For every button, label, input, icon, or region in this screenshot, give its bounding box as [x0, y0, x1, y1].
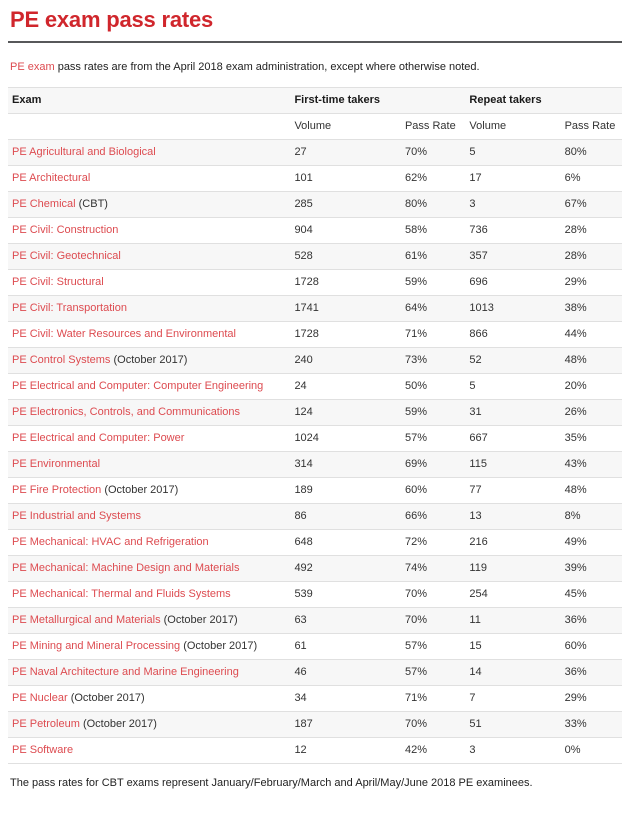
first-time-volume-cell: 101	[290, 166, 401, 192]
table-row	[8, 530, 622, 556]
repeat-pass-rate-cell: 26%	[561, 400, 622, 426]
first-time-volume-cell: 24	[290, 374, 401, 400]
footnote-text: The pass rates for CBT exams represent January/February/March and April/May/June 2018 PE examinees.	[10, 777, 533, 789]
first-time-volume-cell: 492	[290, 556, 401, 582]
repeat-volume-cell: 7	[465, 686, 560, 712]
exam-link[interactable]: PE Electrical and Computer: Power	[12, 432, 185, 444]
exam-link[interactable]: PE Nuclear	[12, 692, 68, 704]
repeat-pass-rate-cell: 38%	[561, 296, 622, 322]
repeat-pass-rate-cell: 36%	[561, 608, 622, 634]
repeat-volume-cell: 254	[465, 582, 560, 608]
first-time-volume-cell: 1728	[290, 270, 401, 296]
first-time-pass-rate-cell: 57%	[401, 660, 465, 686]
repeat-volume-cell: 15	[465, 634, 560, 660]
exam-cell	[8, 556, 290, 582]
repeat-volume-cell: 5	[465, 374, 560, 400]
first-time-volume-cell: 528	[290, 244, 401, 270]
exam-link[interactable]: PE Metallurgical and Materials	[12, 614, 161, 626]
exam-column-header: Exam	[8, 88, 290, 114]
exam-cell	[8, 374, 290, 400]
first-time-takers-header: First-time takers	[290, 88, 465, 114]
repeat-pass-rate-cell: 20%	[561, 374, 622, 400]
exam-cell	[8, 218, 290, 244]
table-header-sub-row	[8, 114, 622, 140]
table-row	[8, 140, 622, 166]
first-time-volume-cell: 46	[290, 660, 401, 686]
first-time-volume-cell: 539	[290, 582, 401, 608]
repeat-pass-rate-cell: 8%	[561, 504, 622, 530]
exam-link[interactable]: PE Control Systems	[12, 354, 111, 366]
first-time-volume-cell: 189	[290, 478, 401, 504]
repeat-pass-rate-cell: 28%	[561, 244, 622, 270]
exam-cell	[8, 270, 290, 296]
repeat-pass-rate-cell: 43%	[561, 452, 622, 478]
first-time-pass-rate-cell: 57%	[401, 426, 465, 452]
table-row	[8, 504, 622, 530]
first-time-pass-rate-cell: 58%	[401, 218, 465, 244]
repeat-takers-header: Repeat takers	[465, 88, 622, 114]
first-time-volume-cell: 63	[290, 608, 401, 634]
exam-link[interactable]: PE Mechanical: Machine Design and Materials	[12, 562, 240, 574]
table-row	[8, 270, 622, 296]
exam-cell	[8, 166, 290, 192]
first-time-volume-cell: 34	[290, 686, 401, 712]
first-time-volume-cell: 648	[290, 530, 401, 556]
first-time-pass-rate-cell: 80%	[401, 192, 465, 218]
repeat-volume-cell: 14	[465, 660, 560, 686]
first-time-pass-rate-cell: 57%	[401, 634, 465, 660]
repeat-volume-cell: 866	[465, 322, 560, 348]
exam-note: (October 2017)	[70, 692, 145, 704]
repeat-pass-rate-cell: 45%	[561, 582, 622, 608]
exam-link[interactable]: PE Mining and Mineral Processing	[12, 640, 181, 652]
repeat-pass-rate-cell: 60%	[561, 634, 622, 660]
exam-cell	[8, 478, 290, 504]
exam-note: (October 2017)	[163, 614, 238, 626]
exam-cell	[8, 192, 290, 218]
exam-cell	[8, 322, 290, 348]
repeat-volume-cell: 51	[465, 712, 560, 738]
exam-cell	[8, 426, 290, 452]
first-time-pass-rate-cell: 70%	[401, 608, 465, 634]
exam-cell	[8, 686, 290, 712]
table-row	[8, 322, 622, 348]
exam-cell	[8, 634, 290, 660]
first-time-pass-rate-cell: 61%	[401, 244, 465, 270]
exam-link[interactable]: PE Fire Protection	[12, 484, 102, 496]
exam-link[interactable]: PE Mechanical: HVAC and Refrigeration	[12, 536, 209, 548]
first-time-volume-cell: 124	[290, 400, 401, 426]
repeat-pass-rate-cell: 35%	[561, 426, 622, 452]
first-time-volume-cell: 27	[290, 140, 401, 166]
first-time-pass-rate-cell: 60%	[401, 478, 465, 504]
intro-text	[10, 60, 612, 74]
first-time-pass-rate-cell: 66%	[401, 504, 465, 530]
repeat-volume-cell: 696	[465, 270, 560, 296]
table-row	[8, 608, 622, 634]
repeat-volume-cell: 1013	[465, 296, 560, 322]
exam-cell	[8, 348, 290, 374]
repeat-volume-cell: 31	[465, 400, 560, 426]
table-row	[8, 712, 622, 738]
table-row	[8, 686, 622, 712]
repeat-pass-rate-cell: 28%	[561, 218, 622, 244]
page-title: PE exam pass rates	[10, 7, 214, 32]
exam-cell	[8, 660, 290, 686]
table-row	[8, 426, 622, 452]
repeat-pass-rate-cell: 6%	[561, 166, 622, 192]
first-time-volume-cell: 1024	[290, 426, 401, 452]
first-time-volume-cell: 904	[290, 218, 401, 244]
first-time-pass-rate-cell: 70%	[401, 140, 465, 166]
first-time-pass-rate-cell: 62%	[401, 166, 465, 192]
repeat-pass-rate-cell: 36%	[561, 660, 622, 686]
exam-link[interactable]: PE Environmental	[12, 458, 101, 470]
exam-cell	[8, 296, 290, 322]
volume-header-repeat: Volume	[465, 114, 560, 140]
first-time-pass-rate-cell: 72%	[401, 530, 465, 556]
table-row	[8, 634, 622, 660]
exam-link[interactable]: PE Electrical and Computer: Computer Engineering	[12, 380, 264, 392]
repeat-pass-rate-cell: 80%	[561, 140, 622, 166]
repeat-volume-cell: 216	[465, 530, 560, 556]
exam-link[interactable]: PE Petroleum	[12, 718, 80, 730]
repeat-volume-cell: 77	[465, 478, 560, 504]
exam-link[interactable]: PE Civil: Geotechnical	[12, 250, 121, 262]
table-header-group-row	[8, 88, 622, 114]
repeat-pass-rate-cell: 0%	[561, 738, 622, 764]
first-time-pass-rate-cell: 69%	[401, 452, 465, 478]
pass-rate-header-first-time: Pass Rate	[401, 114, 465, 140]
exam-note: (October 2017)	[104, 484, 179, 496]
exam-link[interactable]: PE Mechanical: Thermal and Fluids Systems	[12, 588, 231, 600]
exam-cell	[8, 608, 290, 634]
repeat-volume-cell: 52	[465, 348, 560, 374]
intro-rest: pass rates are from the April 2018 exam administration, except where otherwise noted.	[54, 61, 480, 73]
table-body	[8, 140, 622, 764]
first-time-pass-rate-cell: 59%	[401, 270, 465, 296]
title-divider	[8, 41, 622, 43]
table-row	[8, 296, 622, 322]
table-row	[8, 348, 622, 374]
table-row	[8, 374, 622, 400]
exam-cell	[8, 400, 290, 426]
repeat-volume-cell: 357	[465, 244, 560, 270]
exam-link[interactable]: PE Civil: Structural	[12, 276, 104, 288]
first-time-pass-rate-cell: 50%	[401, 374, 465, 400]
table-row	[8, 244, 622, 270]
exam-cell	[8, 582, 290, 608]
exam-note: (October 2017)	[183, 640, 258, 652]
first-time-volume-cell: 314	[290, 452, 401, 478]
first-time-volume-cell: 61	[290, 634, 401, 660]
table-row	[8, 478, 622, 504]
exam-link[interactable]: PE Civil: Transportation	[12, 302, 127, 314]
pass-rate-header-repeat: Pass Rate	[561, 114, 622, 140]
exam-cell	[8, 140, 290, 166]
repeat-volume-cell: 736	[465, 218, 560, 244]
volume-header-first-time: Volume	[290, 114, 401, 140]
repeat-pass-rate-cell: 67%	[561, 192, 622, 218]
table-row	[8, 556, 622, 582]
repeat-pass-rate-cell: 48%	[561, 478, 622, 504]
repeat-volume-cell: 3	[465, 738, 560, 764]
first-time-pass-rate-cell: 74%	[401, 556, 465, 582]
exam-note: (October 2017)	[82, 718, 157, 730]
repeat-volume-cell: 17	[465, 166, 560, 192]
exam-link[interactable]: PE Software	[12, 744, 74, 756]
first-time-pass-rate-cell: 70%	[401, 712, 465, 738]
repeat-pass-rate-cell: 48%	[561, 348, 622, 374]
exam-cell	[8, 452, 290, 478]
table-row	[8, 452, 622, 478]
table-row	[8, 582, 622, 608]
first-time-volume-cell: 285	[290, 192, 401, 218]
table-row	[8, 166, 622, 192]
first-time-pass-rate-cell: 70%	[401, 582, 465, 608]
pass-rates-table	[8, 87, 622, 764]
first-time-volume-cell: 240	[290, 348, 401, 374]
first-time-volume-cell: 1741	[290, 296, 401, 322]
first-time-pass-rate-cell: 73%	[401, 348, 465, 374]
first-time-volume-cell: 1728	[290, 322, 401, 348]
exam-link[interactable]: PE Civil: Water Resources and Environmental	[12, 328, 236, 340]
repeat-volume-cell: 667	[465, 426, 560, 452]
pe-exam-link[interactable]: PE exam	[10, 61, 55, 73]
exam-cell	[8, 530, 290, 556]
exam-cell	[8, 712, 290, 738]
repeat-pass-rate-cell: 44%	[561, 322, 622, 348]
table-header	[8, 88, 622, 140]
first-time-volume-cell: 187	[290, 712, 401, 738]
first-time-pass-rate-cell: 64%	[401, 296, 465, 322]
exam-note: (October 2017)	[113, 354, 188, 366]
table-row	[8, 400, 622, 426]
exam-link[interactable]: PE Chemical	[12, 198, 76, 210]
first-time-volume-cell: 12	[290, 738, 401, 764]
repeat-pass-rate-cell: 33%	[561, 712, 622, 738]
exam-note: (CBT)	[78, 198, 108, 210]
repeat-volume-cell: 13	[465, 504, 560, 530]
repeat-pass-rate-cell: 49%	[561, 530, 622, 556]
exam-link[interactable]: PE Civil: Construction	[12, 224, 119, 236]
repeat-volume-cell: 5	[465, 140, 560, 166]
exam-link[interactable]: PE Naval Architecture and Marine Engineering	[12, 666, 239, 678]
first-time-pass-rate-cell: 71%	[401, 686, 465, 712]
first-time-pass-rate-cell: 71%	[401, 322, 465, 348]
first-time-pass-rate-cell: 42%	[401, 738, 465, 764]
repeat-volume-cell: 115	[465, 452, 560, 478]
exam-link[interactable]: PE Architectural	[12, 172, 91, 184]
repeat-volume-cell: 11	[465, 608, 560, 634]
exam-link[interactable]: PE Electronics, Controls, and Communications	[12, 406, 241, 418]
first-time-volume-cell: 86	[290, 504, 401, 530]
exam-link[interactable]: PE Agricultural and Biological	[12, 146, 156, 158]
empty-header-cell	[8, 114, 290, 140]
table-row	[8, 192, 622, 218]
repeat-pass-rate-cell: 29%	[561, 270, 622, 296]
repeat-pass-rate-cell: 29%	[561, 686, 622, 712]
first-time-pass-rate-cell: 59%	[401, 400, 465, 426]
exam-cell	[8, 244, 290, 270]
repeat-volume-cell: 119	[465, 556, 560, 582]
repeat-pass-rate-cell: 39%	[561, 556, 622, 582]
table-row	[8, 218, 622, 244]
table-row	[8, 660, 622, 686]
exam-cell	[8, 504, 290, 530]
repeat-volume-cell: 3	[465, 192, 560, 218]
exam-link[interactable]: PE Industrial and Systems	[12, 510, 142, 522]
